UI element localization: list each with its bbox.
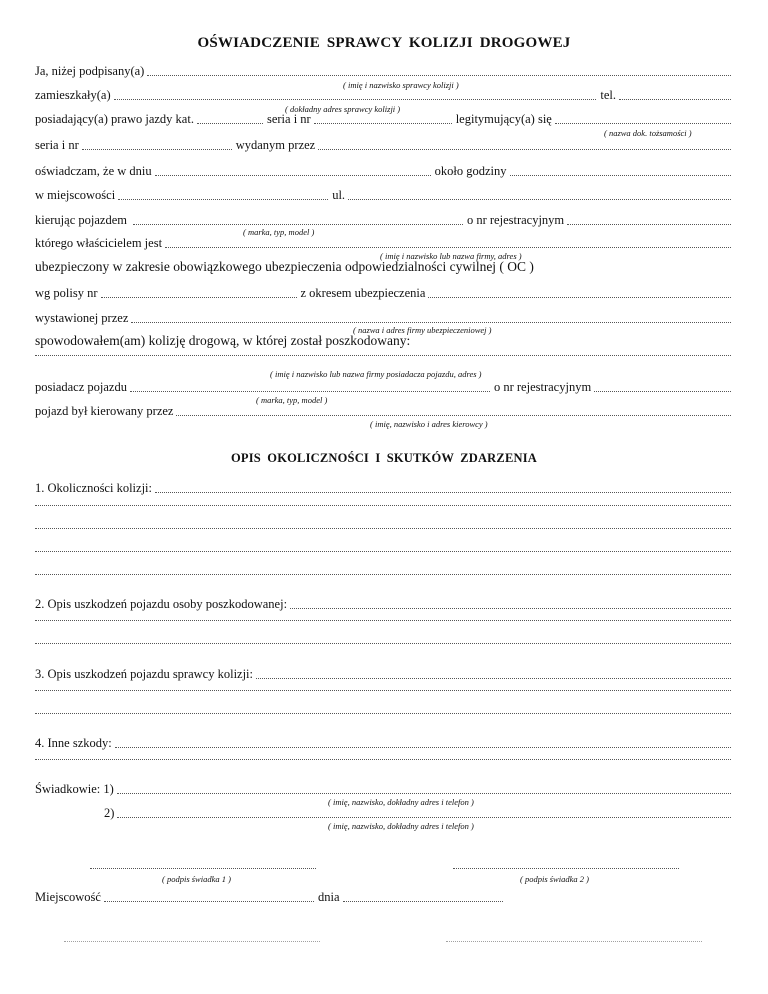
owner-label: którego właścicielem jest — [35, 236, 163, 250]
witness-1-signature-field[interactable] — [90, 868, 316, 869]
policy-period-label: z okresem ubezpieczenia — [300, 286, 426, 300]
insured-text: ubezpieczony w zakresie obowiązkowego ubezpieczenia odpowiedzialności cywilnej ( OC ) — [35, 259, 534, 274]
id-document-hint: ( nazwa dok. tożsamości ) — [604, 128, 692, 138]
declarant-name-label: Ja, niżej podpisany(a) — [35, 64, 145, 78]
policy-field[interactable] — [101, 297, 297, 298]
witness-1-row — [35, 782, 731, 797]
witness-2-signature-hint: ( podpis świadka 2 ) — [520, 874, 589, 884]
witness-2-field[interactable] — [117, 817, 731, 818]
victim-reg-field[interactable] — [594, 391, 731, 392]
declarant-name-hint: ( imię i nazwisko sprawcy kolizji ) — [343, 80, 459, 90]
witnesses-label: Świadkowie: 1) — [35, 782, 114, 796]
section-title-description: OPIS OKOLICZNOŚCI I SKUTKÓW ZDARZENIA — [230, 451, 538, 465]
victim-signature-field[interactable] — [446, 941, 702, 942]
driver-field[interactable] — [176, 415, 731, 416]
victim-hint: ( imię i nazwisko lub nazwa firmy posiadacza pojazdu, adres ) — [270, 369, 482, 379]
form-title: OŚWIADCZENIE SPRAWCY KOLIZJI DROGOWEJ — [197, 35, 571, 51]
incident-place-field[interactable] — [118, 199, 328, 200]
incident-street-field[interactable] — [348, 199, 731, 200]
circumstances-line-4 — [35, 551, 731, 555]
circumstances-label: 1. Okoliczności kolizji: — [35, 481, 152, 495]
own-damage-field-3[interactable] — [35, 713, 731, 714]
victim-damage-line-3 — [35, 643, 731, 647]
victim-vehicle-row — [35, 380, 731, 395]
incident-street-label: ul. — [332, 188, 346, 202]
issuer-field[interactable] — [131, 322, 731, 323]
circumstances-field[interactable] — [155, 492, 731, 493]
id-series-row — [35, 138, 731, 153]
victim-vehicle-hint: ( marka, typ, model ) — [256, 395, 328, 405]
witness-2-row — [104, 806, 731, 821]
declarant-signature-field[interactable] — [64, 941, 320, 942]
circumstances-field-3[interactable] — [35, 528, 731, 529]
own-damage-field-2[interactable] — [35, 690, 731, 691]
place-row — [35, 188, 731, 203]
vehicle-label: kierując pojazdem — [35, 213, 127, 227]
witness-2-label: 2) — [104, 806, 115, 820]
victim-damage-field-2[interactable] — [35, 620, 731, 621]
id-series-field[interactable] — [82, 149, 232, 150]
other-damage-row — [35, 736, 731, 751]
issuer-row — [35, 311, 731, 326]
owner-row — [35, 236, 731, 251]
vehicle-hint: ( marka, typ, model ) — [243, 227, 315, 237]
vehicle-reg-label: o nr rejestracyjnym — [466, 213, 565, 227]
caused-text: spowodowałem(am) kolizję drogową, w której został poszkodowany: — [35, 333, 411, 348]
owner-hint: ( imię i nazwisko lub nazwa firmy, adres ) — [380, 251, 522, 261]
circumstances-field-4[interactable] — [35, 551, 731, 552]
license-series-label: seria i nr — [266, 112, 311, 126]
signing-place-label: Miejscowość — [35, 890, 101, 904]
own-damage-row — [35, 667, 731, 682]
incident-date-field[interactable] — [155, 175, 431, 176]
circumstances-line-2 — [35, 505, 731, 509]
address-label: zamieszkały(a) — [35, 88, 111, 102]
own-damage-label: 3. Opis uszkodzeń pojazdu sprawcy kolizji: — [35, 667, 254, 681]
other-damage-field[interactable] — [115, 747, 731, 748]
own-damage-field[interactable] — [256, 678, 731, 679]
incident-time-label: około godziny — [434, 164, 507, 178]
incident-time-field[interactable] — [510, 175, 731, 176]
other-damage-line-2 — [35, 759, 731, 763]
witness-1-hint: ( imię, nazwisko, dokładny adres i telefon ) — [328, 797, 474, 807]
policy-label: wg polisy nr — [35, 286, 98, 300]
vehicle-row — [35, 213, 731, 228]
victim-damage-row — [35, 597, 731, 612]
license-category-label: posiadający(a) prawo jazdy kat. — [35, 112, 194, 126]
id-issued-field[interactable] — [318, 149, 731, 150]
signing-place-field[interactable] — [104, 901, 314, 902]
vehicle-reg-field[interactable] — [567, 224, 731, 225]
id-issued-label: wydanym przez — [235, 138, 316, 152]
witness-2-hint: ( imię, nazwisko, dokładny adres i telefon ) — [328, 821, 474, 831]
id-document-label: legitymujący(a) się — [455, 112, 552, 126]
policy-row — [35, 286, 731, 301]
issuer-label: wystawionej przez — [35, 311, 129, 325]
victim-field[interactable] — [35, 355, 731, 356]
other-damage-label: 4. Inne szkody: — [35, 736, 112, 750]
victim-reg-label: o nr rejestracyjnym — [493, 380, 592, 394]
id-document-field[interactable] — [555, 123, 731, 124]
declarant-name-field[interactable] — [147, 75, 731, 76]
signing-date-label: dnia — [317, 890, 340, 904]
circumstances-row — [35, 481, 731, 496]
caused-row — [35, 333, 731, 349]
own-damage-line-3 — [35, 713, 731, 717]
incident-place-label: w miejscowości — [35, 188, 116, 202]
witness-1-field[interactable] — [117, 793, 731, 794]
address-hint: ( dokładny adres sprawcy kolizji ) — [285, 104, 401, 114]
driver-hint: ( imię, nazwisko i adres kierowcy ) — [370, 419, 488, 429]
incident-date-label: oświadczam, że w dniu — [35, 164, 152, 178]
declarant-name-row — [35, 64, 731, 79]
circumstances-line-5 — [35, 574, 731, 578]
signing-date-field[interactable] — [343, 901, 503, 902]
phone-field[interactable] — [619, 99, 731, 100]
driver-label: pojazd był kierowany przez — [35, 404, 174, 418]
victim-vehicle-label: posiadacz pojazdu — [35, 380, 127, 394]
victim-damage-line-2 — [35, 620, 731, 624]
circumstances-line-3 — [35, 528, 731, 532]
address-row — [35, 88, 731, 103]
victim-vehicle-field[interactable] — [130, 391, 490, 392]
insured-row — [35, 259, 731, 275]
license-series-field[interactable] — [314, 123, 452, 124]
phone-label: tel. — [600, 88, 616, 102]
driver-row — [35, 404, 731, 419]
vehicle-field[interactable] — [133, 224, 463, 225]
signing-row — [35, 890, 731, 905]
address-field[interactable] — [114, 99, 597, 100]
own-damage-line-2 — [35, 690, 731, 694]
victim-damage-field-3[interactable] — [35, 643, 731, 644]
victim-damage-label: 2. Opis uszkodzeń pojazdu osoby poszkodowanej: — [35, 597, 288, 611]
witness-1-signature-hint: ( podpis świadka 1 ) — [162, 874, 231, 884]
date-row — [35, 164, 731, 179]
circumstances-field-2[interactable] — [35, 505, 731, 506]
id-series-label: seria i nr — [35, 138, 79, 152]
other-damage-field-2[interactable] — [35, 759, 731, 760]
license-row — [35, 112, 731, 127]
policy-period-field[interactable] — [428, 297, 731, 298]
witness-2-signature-field[interactable] — [453, 868, 679, 869]
victim-row — [35, 355, 731, 359]
license-category-field[interactable] — [197, 123, 263, 124]
owner-field[interactable] — [165, 247, 731, 248]
circumstances-field-5[interactable] — [35, 574, 731, 575]
issuer-hint: ( nazwa i adres firmy ubezpieczeniowej ) — [353, 325, 492, 335]
victim-damage-field[interactable] — [290, 608, 731, 609]
